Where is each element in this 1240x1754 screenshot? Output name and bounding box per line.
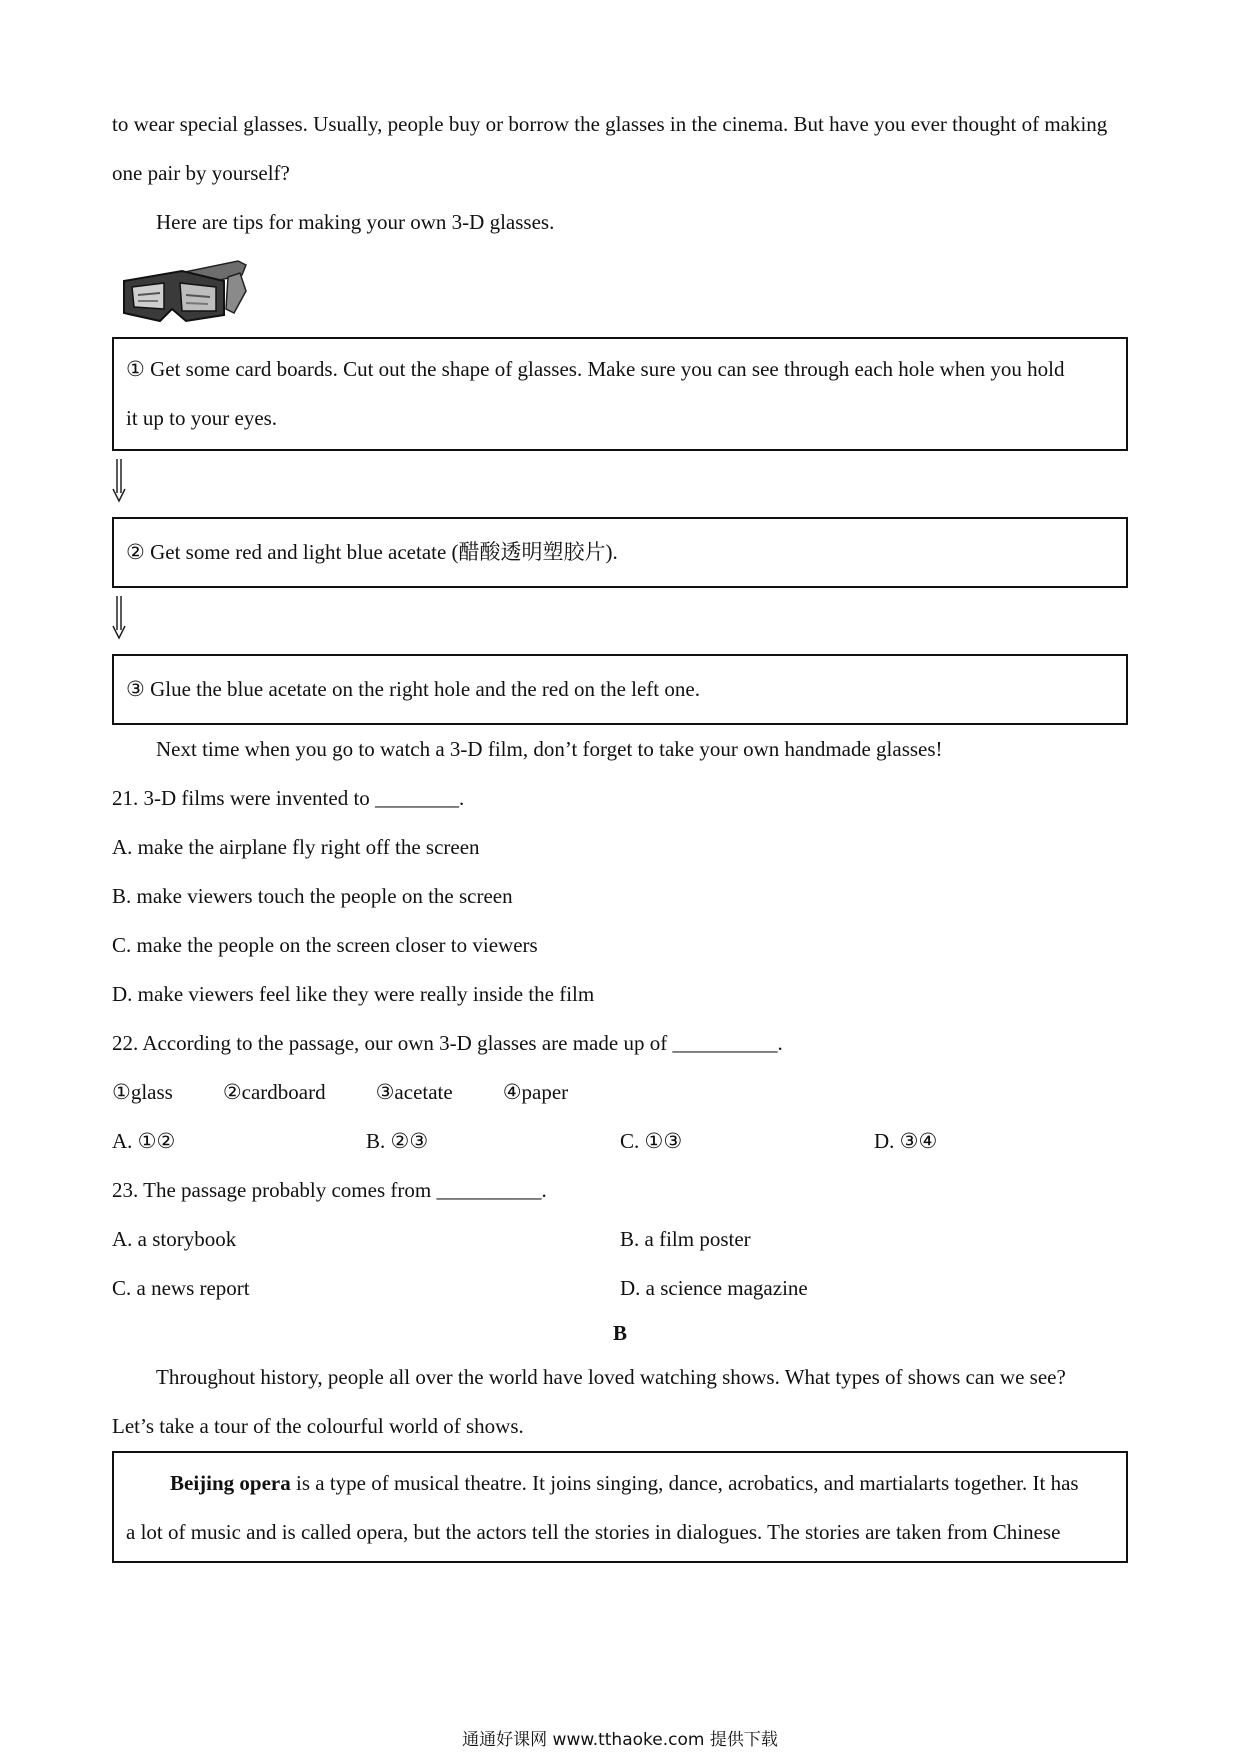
q22-option-d: D. ③④ xyxy=(874,1129,938,1153)
down-arrow-icon xyxy=(112,451,1128,517)
q22-option-b: B. ②③ xyxy=(366,1129,429,1153)
down-arrow-icon xyxy=(112,588,1128,654)
q22-option-c: C. ①③ xyxy=(620,1129,683,1153)
q22-item: ①glass xyxy=(112,1080,173,1104)
q22-item: ②cardboard xyxy=(222,1080,326,1104)
closing-sentence: Next time when you go to watch a 3-D film, don’t forget to take your own handmade glasses! xyxy=(156,737,943,761)
intro-line-2: one pair by yourself? xyxy=(112,161,290,185)
beijing-opera-line-1-rest: is a type of musical theatre. It joins singing, dance, acrobatics, and martialarts together. It has xyxy=(290,1471,1079,1495)
section-b-heading: B xyxy=(612,1321,627,1345)
beijing-opera-line-2: a lot of music and is called opera, but the actors tell the stories in dialogues. The stories are taken from Chinese xyxy=(126,1520,1061,1544)
q21-option-c: C. make the people on the screen closer to viewers xyxy=(112,933,538,957)
step-1-box xyxy=(112,337,1128,451)
step-2-box xyxy=(112,517,1128,588)
q21-option-d: D. make viewers feel like they were really inside the film xyxy=(112,982,595,1006)
q23-option-b: B. a film poster xyxy=(620,1227,751,1251)
q23-options-row-1 xyxy=(112,1215,1128,1264)
q22-items xyxy=(112,1068,1128,1117)
beijing-opera-term: Beijing opera xyxy=(170,1471,291,1495)
3d-glasses-image xyxy=(120,251,250,331)
beijing-opera-box xyxy=(112,1451,1128,1563)
section-b-para-line-1: Throughout history, people all over the world have loved watching shows. What types of shows can we see? xyxy=(156,1365,1066,1389)
step-1-line-2: it up to your eyes. xyxy=(126,406,278,430)
beijing-opera-line-1 xyxy=(126,1459,1114,1508)
footer-source: 通通好课网 www.tthaoke.com 提供下载 xyxy=(462,1730,778,1750)
step-3-text: ③ Glue the blue acetate on the right hole and the red on the left one. xyxy=(126,677,700,701)
q23-option-a: A. a storybook xyxy=(112,1227,237,1251)
step-3-box xyxy=(112,654,1128,725)
q22-option-a: A. ①② xyxy=(112,1129,176,1153)
step-2-text: ② Get some red and light blue acetate (醋酸透明塑胶片). xyxy=(126,540,618,564)
q22-options xyxy=(112,1117,1128,1166)
q23-options-row-2 xyxy=(112,1264,1128,1313)
q22-item: ④paper xyxy=(502,1080,569,1104)
q23-option-d: D. a science magazine xyxy=(620,1276,808,1300)
q23-option-c: C. a news report xyxy=(112,1276,250,1300)
tips-intro: Here are tips for making your own 3-D glasses. xyxy=(156,210,555,234)
q21-option-a: A. make the airplane fly right off the screen xyxy=(112,835,480,859)
q22-item: ③acetate xyxy=(375,1080,453,1104)
q21-option-b: B. make viewers touch the people on the screen xyxy=(112,884,513,908)
q22-stem: 22. According to the passage, our own 3-D glasses are made up of __________. xyxy=(112,1031,783,1055)
section-b-para-line-2: Let’s take a tour of the colourful world of shows. xyxy=(112,1414,524,1438)
step-1-line-1: ① Get some card boards. Cut out the shape of glasses. Make sure you can see through each hole when you hold xyxy=(126,357,1065,381)
q23-stem: 23. The passage probably comes from __________. xyxy=(112,1178,547,1202)
intro-line-1: to wear special glasses. Usually, people buy or borrow the glasses in the cinema. But have you ever thought of making xyxy=(112,112,1108,136)
q21-stem: 21. 3-D films were invented to ________. xyxy=(112,786,465,810)
document-page xyxy=(112,100,1128,1563)
